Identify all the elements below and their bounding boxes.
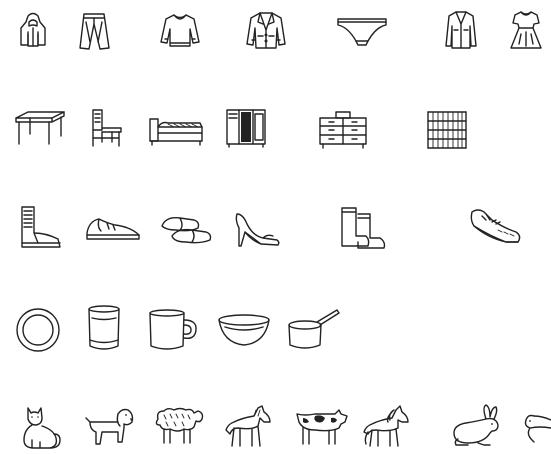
chair-icon xyxy=(90,108,124,148)
blazer-icon xyxy=(246,10,286,50)
underpants-icon xyxy=(336,17,388,47)
mug-icon xyxy=(147,308,199,352)
shoe-icon xyxy=(85,213,141,243)
trousers-icon xyxy=(78,12,110,50)
horse-icon xyxy=(222,404,274,448)
cat-icon xyxy=(20,404,62,450)
cow-icon xyxy=(295,408,349,448)
high-heel-icon xyxy=(233,210,281,248)
rubber-boots-icon xyxy=(338,206,388,250)
chest-of-drawers-icon xyxy=(318,110,368,150)
dress-icon xyxy=(509,10,543,50)
saucepan-icon xyxy=(287,307,341,351)
boot-icon xyxy=(16,205,62,251)
dog-icon xyxy=(84,406,136,448)
slippers-icon xyxy=(160,212,212,246)
table-icon xyxy=(14,110,66,146)
wardrobe-icon xyxy=(225,108,267,148)
sneaker-icon xyxy=(468,206,522,248)
coat-icon xyxy=(445,10,477,50)
sheep-icon xyxy=(152,405,206,447)
shelf-rack-icon xyxy=(424,108,470,150)
rabbit-icon xyxy=(450,403,504,447)
pony-icon xyxy=(362,404,414,448)
glass-icon xyxy=(86,304,122,352)
partial-animal-icon xyxy=(522,412,551,444)
plate-icon xyxy=(15,307,61,353)
bed-icon xyxy=(148,115,204,147)
sweater-icon xyxy=(160,12,200,48)
bowl-icon xyxy=(217,313,271,347)
hooded-jacket-icon xyxy=(18,12,48,48)
